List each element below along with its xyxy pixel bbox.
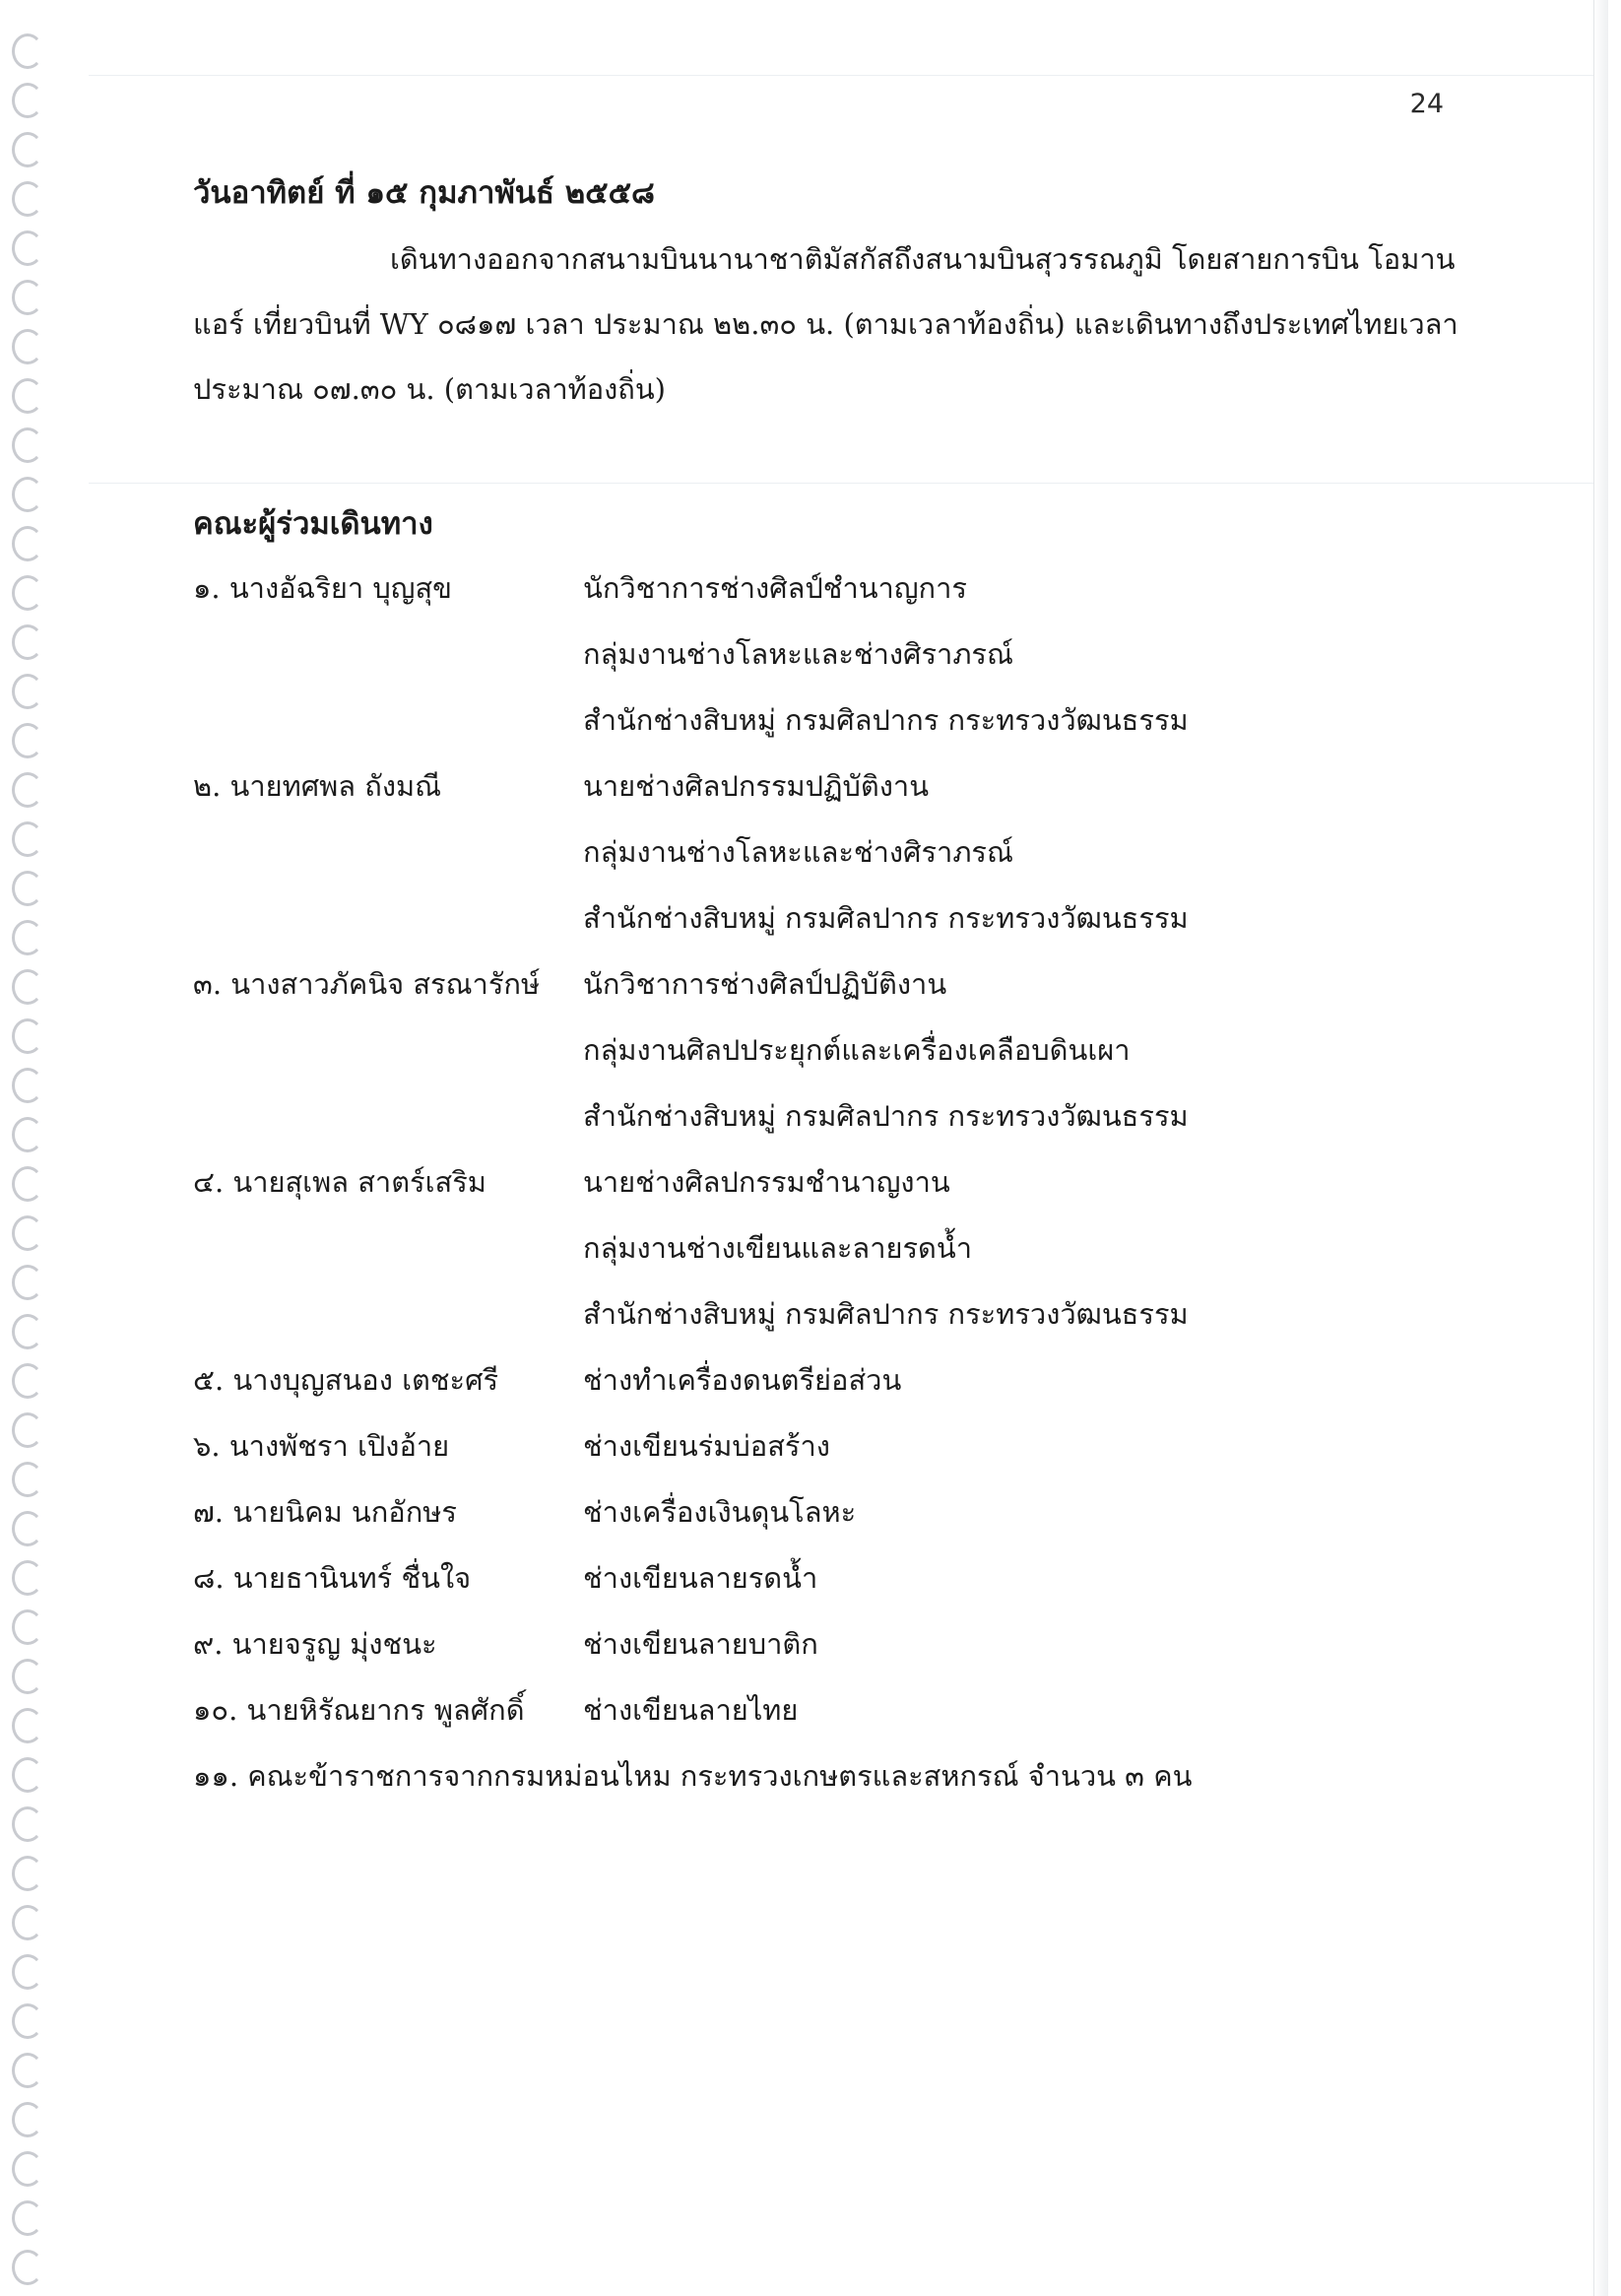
- binding-ring: [12, 526, 43, 561]
- binding-ring: [12, 871, 43, 906]
- binding-ring: [12, 329, 43, 364]
- binding-ring: [12, 1560, 43, 1596]
- binding-ring: [12, 1757, 43, 1793]
- binding-ring: [12, 230, 43, 266]
- member-position: ช่างทำเครื่องดนตรีย่อส่วน: [583, 1363, 902, 1397]
- member-position: นักวิชาการช่างศิลป์ชำนาญการ: [583, 571, 967, 605]
- member-name: ๗. นายนิคม นกอักษร: [193, 1495, 457, 1529]
- binding-ring: [12, 624, 43, 660]
- binding-ring: [12, 477, 43, 512]
- member-name: ๖. นางพัชรา เปิงอ้าย: [193, 1429, 450, 1463]
- binding-ring: [12, 2102, 43, 2137]
- member-position: นายช่างศิลปกรรมชำนาญงาน: [583, 1165, 950, 1199]
- binding-ring: [12, 1166, 43, 1202]
- member-name: ๑๐. นายหิรัณยากร พูลศักดิ์: [193, 1693, 525, 1727]
- delegation-heading: คณะผู้ร่วมเดินทาง: [193, 506, 433, 542]
- spiral-binding: [0, 0, 89, 2296]
- binding-ring: [12, 1412, 43, 1448]
- member-name: ๔. นายสุเพล สาตร์เสริม: [193, 1165, 486, 1199]
- binding-ring: [12, 1659, 43, 1694]
- binding-ring: [12, 772, 43, 808]
- travel-paragraph-line: เดินทางออกจากสนามบินนานาชาติมัสกัสถึงสนามบินสุวรรณภูมิ โดยสายการบิน โอมาน: [390, 242, 1456, 276]
- scan-line: [89, 483, 1593, 484]
- binding-ring: [12, 2250, 43, 2285]
- scan-line: [89, 75, 1593, 76]
- date-heading: วันอาทิตย์ ที่ ๑๕ กุมภาพันธ์ ๒๕๕๘: [193, 175, 655, 211]
- binding-ring: [12, 1905, 43, 1940]
- binding-ring: [12, 920, 43, 955]
- binding-ring: [12, 2053, 43, 2088]
- member-office: สำนักช่างสิบหมู่ กรมศิลปากร กระทรวงวัฒนธรรม: [583, 1297, 1189, 1331]
- binding-ring: [12, 821, 43, 857]
- member-division: กลุ่มงานศิลปประยุกต์และเครื่องเคลือบดินเผา: [583, 1033, 1131, 1067]
- binding-ring: [12, 1068, 43, 1103]
- binding-ring: [12, 378, 43, 414]
- member-name: ๘. นายธานินทร์ ชื่นใจ: [193, 1561, 472, 1595]
- final-item: ๑๑. คณะข้าราชการจากกรมหม่อนไหม กระทรวงเกษตรและสหกรณ์ จำนวน ๓ คน: [193, 1759, 1193, 1793]
- member-name: ๑. นางอัฉริยา บุญสุข: [193, 571, 452, 605]
- binding-ring: [12, 83, 43, 118]
- binding-ring: [12, 575, 43, 611]
- binding-ring: [12, 1265, 43, 1300]
- binding-ring: [12, 1609, 43, 1645]
- member-position: ช่างเขียนลายบาติก: [583, 1627, 818, 1661]
- binding-ring: [12, 1018, 43, 1054]
- travel-paragraph-line: ประมาณ ๐๗.๓๐ น. (ตามเวลาท้องถิ่น): [193, 372, 667, 406]
- binding-ring: [12, 1511, 43, 1546]
- member-position: ช่างเขียนลายไทย: [583, 1693, 799, 1727]
- member-division: กลุ่มงานช่างเขียนและลายรดน้ำ: [583, 1231, 972, 1265]
- binding-ring: [12, 1117, 43, 1152]
- page-edge-shadow: [1593, 0, 1608, 2296]
- binding-ring: [12, 1462, 43, 1497]
- member-name: ๒. นายทศพล ถังมณี: [193, 769, 442, 803]
- binding-ring: [12, 1314, 43, 1349]
- page-number: 24: [1409, 89, 1444, 119]
- binding-ring: [12, 280, 43, 315]
- member-name: ๕. นางบุญสนอง เตชะศรี: [193, 1363, 499, 1397]
- member-position: นายช่างศิลปกรรมปฏิบัติงาน: [583, 769, 930, 803]
- member-position: ช่างเขียนร่มบ่อสร้าง: [583, 1429, 830, 1463]
- member-division: กลุ่มงานช่างโลหะและช่างศิราภรณ์: [583, 637, 1013, 671]
- binding-ring: [12, 2003, 43, 2039]
- member-office: สำนักช่างสิบหมู่ กรมศิลปากร กระทรวงวัฒนธรรม: [583, 1099, 1189, 1133]
- binding-ring: [12, 132, 43, 167]
- member-office: สำนักช่างสิบหมู่ กรมศิลปากร กระทรวงวัฒนธรรม: [583, 901, 1189, 935]
- binding-ring: [12, 1806, 43, 1842]
- binding-ring: [12, 1363, 43, 1399]
- binding-ring: [12, 1708, 43, 1743]
- binding-ring: [12, 181, 43, 217]
- binding-ring: [12, 1856, 43, 1891]
- member-division: กลุ่มงานช่างโลหะและช่างศิราภรณ์: [583, 835, 1013, 869]
- travel-paragraph-line: แอร์ เที่ยวบินที่ WY ๐๘๑๗ เวลา ประมาณ ๒๒.๓๐ น. (ตามเวลาท้องถิ่น) และเดินทางถึงประเทศไทยเวลา: [193, 307, 1459, 341]
- member-position: นักวิชาการช่างศิลป์ปฏิบัติงาน: [583, 967, 947, 1001]
- member-name: ๙. นายจรูญ มุ่งชนะ: [193, 1627, 437, 1661]
- binding-ring: [12, 969, 43, 1005]
- binding-ring: [12, 33, 43, 69]
- binding-ring: [12, 1215, 43, 1251]
- member-name: ๓. นางสาวภัคนิจ สรณารักษ์: [193, 967, 541, 1001]
- member-position: ช่างเครื่องเงินดุนโลหะ: [583, 1495, 857, 1529]
- binding-ring: [12, 2151, 43, 2187]
- binding-ring: [12, 674, 43, 709]
- binding-ring: [12, 723, 43, 758]
- member-office: สำนักช่างสิบหมู่ กรมศิลปากร กระทรวงวัฒนธรรม: [583, 703, 1189, 737]
- member-position: ช่างเขียนลายรดน้ำ: [583, 1561, 818, 1595]
- binding-ring: [12, 427, 43, 463]
- binding-ring: [12, 2200, 43, 2236]
- binding-ring: [12, 1954, 43, 1990]
